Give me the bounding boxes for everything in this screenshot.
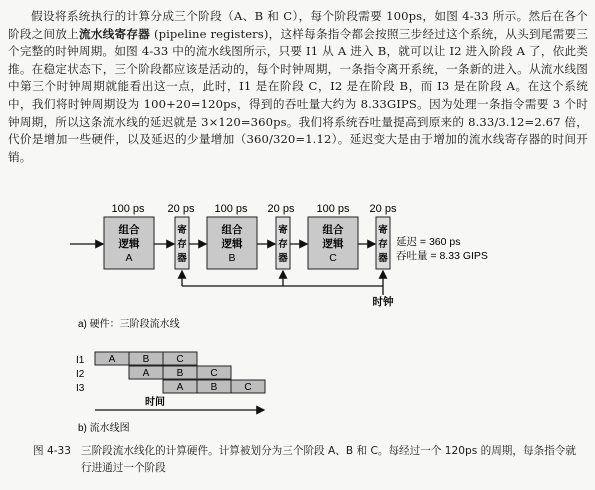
clock-label: 时钟 <box>372 296 394 308</box>
reg2-time: 20 ps <box>267 203 295 215</box>
pipeline-row-i1 <box>76 352 197 366</box>
reg3-char1: 寄 <box>378 225 388 236</box>
cell-i3-a: A <box>176 382 184 393</box>
reg1-time: 20 ps <box>167 203 195 215</box>
cell-i3-c: C <box>244 382 252 393</box>
pipeline-row-i3 <box>76 380 265 394</box>
stage-c-line3: C <box>329 252 337 264</box>
cell-i1-a: A <box>108 354 116 365</box>
row-label-i2: I2 <box>76 369 85 380</box>
stage-a-line2: 逻辑 <box>118 238 140 250</box>
reg1-char1: 寄 <box>177 225 187 236</box>
stage-b-line2: 逻辑 <box>221 238 243 250</box>
figure-caption-text: 三阶段流水线化的计算硬件。计算被划分为三个阶段 A、B 和 C。每经过一个 120ps 的周期，每条指令就行进通过一个阶段 <box>81 445 576 474</box>
stage-b-time: 100 ps <box>214 203 248 215</box>
cell-i2-a: A <box>142 368 150 379</box>
figure-caption <box>33 443 578 477</box>
stage-a-line1: 组合 <box>118 224 140 236</box>
reg1-char3: 器 <box>177 253 187 264</box>
reg1-char2: 存 <box>177 239 187 250</box>
stage-a-line3: A <box>125 252 133 264</box>
row-label-i3: I3 <box>76 383 85 394</box>
reg3-time: 20 ps <box>369 203 397 215</box>
stage-b-line3: B <box>228 252 236 264</box>
stage-c-line1: 组合 <box>322 224 344 236</box>
cell-i1-c: C <box>176 354 184 365</box>
paragraph-part-2: (pipeline registers)，这样每条指令都会按照三步经过这个系统，从头到尾需要三个完整的时钟周期。如图 4-33 中的流水线图所示，只要 I1 从 A 进入 B，就可以让 I2 进入阶段 A 了，依此类推。在稳定状态下，三个阶段都应该是活动的，每个时钟周期，一条指令离开系统，一条新的进入。从流水线图中第三个时钟周期就能看出这一点，此时，I1 是在阶段 C，I2 是在阶段 B，而 I3 是在阶段 A。在这个系统中，我们将时钟周期设为 100+20=120ps，得到的吞吐量大约为 8.33GIPS。因为处理一条指令需要 3 个时钟周期，所以这条流水线的延迟就是 3×120=360ps。我们将系统吞吐量提高到原来的 8.33/3.12=2.67 倍，代价是增加一些硬件，以及延迟的少量增加（360/320=1.12）。延迟变大是由于增加的流水线寄存器的时间开销。 <box>8 26 588 164</box>
stage-b-line1: 组合 <box>221 224 243 236</box>
term-pipeline-registers: 流水线寄存器 <box>79 26 151 41</box>
throughput-label: 吞吐量 = 8.33 GIPS <box>396 250 488 262</box>
reg2-char2: 存 <box>278 239 288 250</box>
reg3-char3: 器 <box>378 253 388 264</box>
figure-number: 图 4-33 <box>33 445 72 457</box>
reg2-char1: 寄 <box>278 225 288 236</box>
hardware-diagram <box>70 203 488 330</box>
pipeline-row-i2 <box>76 366 231 380</box>
subfigure-a-label: a) 硬件：三阶段流水线 <box>78 319 180 330</box>
stage-c-time: 100 ps <box>316 203 350 215</box>
cell-i1-b: B <box>142 354 150 365</box>
subfigure-b-label: b) 流水线图 <box>78 423 130 434</box>
pipeline-diagram <box>76 352 265 434</box>
cell-i3-b: B <box>210 382 218 393</box>
row-label-i1: I1 <box>76 355 85 366</box>
reg3-char2: 存 <box>378 239 388 250</box>
stage-a-time: 100 ps <box>111 203 145 215</box>
paragraph-part-1: 假设将系统执行的计算分成三个阶段（A、B 和 C），每个阶段需要 100ps，如图 4-33 所示。然后在各个阶段之间放上 <box>8 9 588 41</box>
latency-label: 延迟 = 360 ps <box>396 236 461 248</box>
cell-i2-b: B <box>176 368 184 379</box>
reg2-char3: 器 <box>278 253 288 264</box>
cell-i2-c: C <box>210 368 218 379</box>
time-axis-label: 时间 <box>145 397 165 408</box>
clock-line <box>182 271 383 295</box>
stage-c-line2: 逻辑 <box>322 238 344 250</box>
